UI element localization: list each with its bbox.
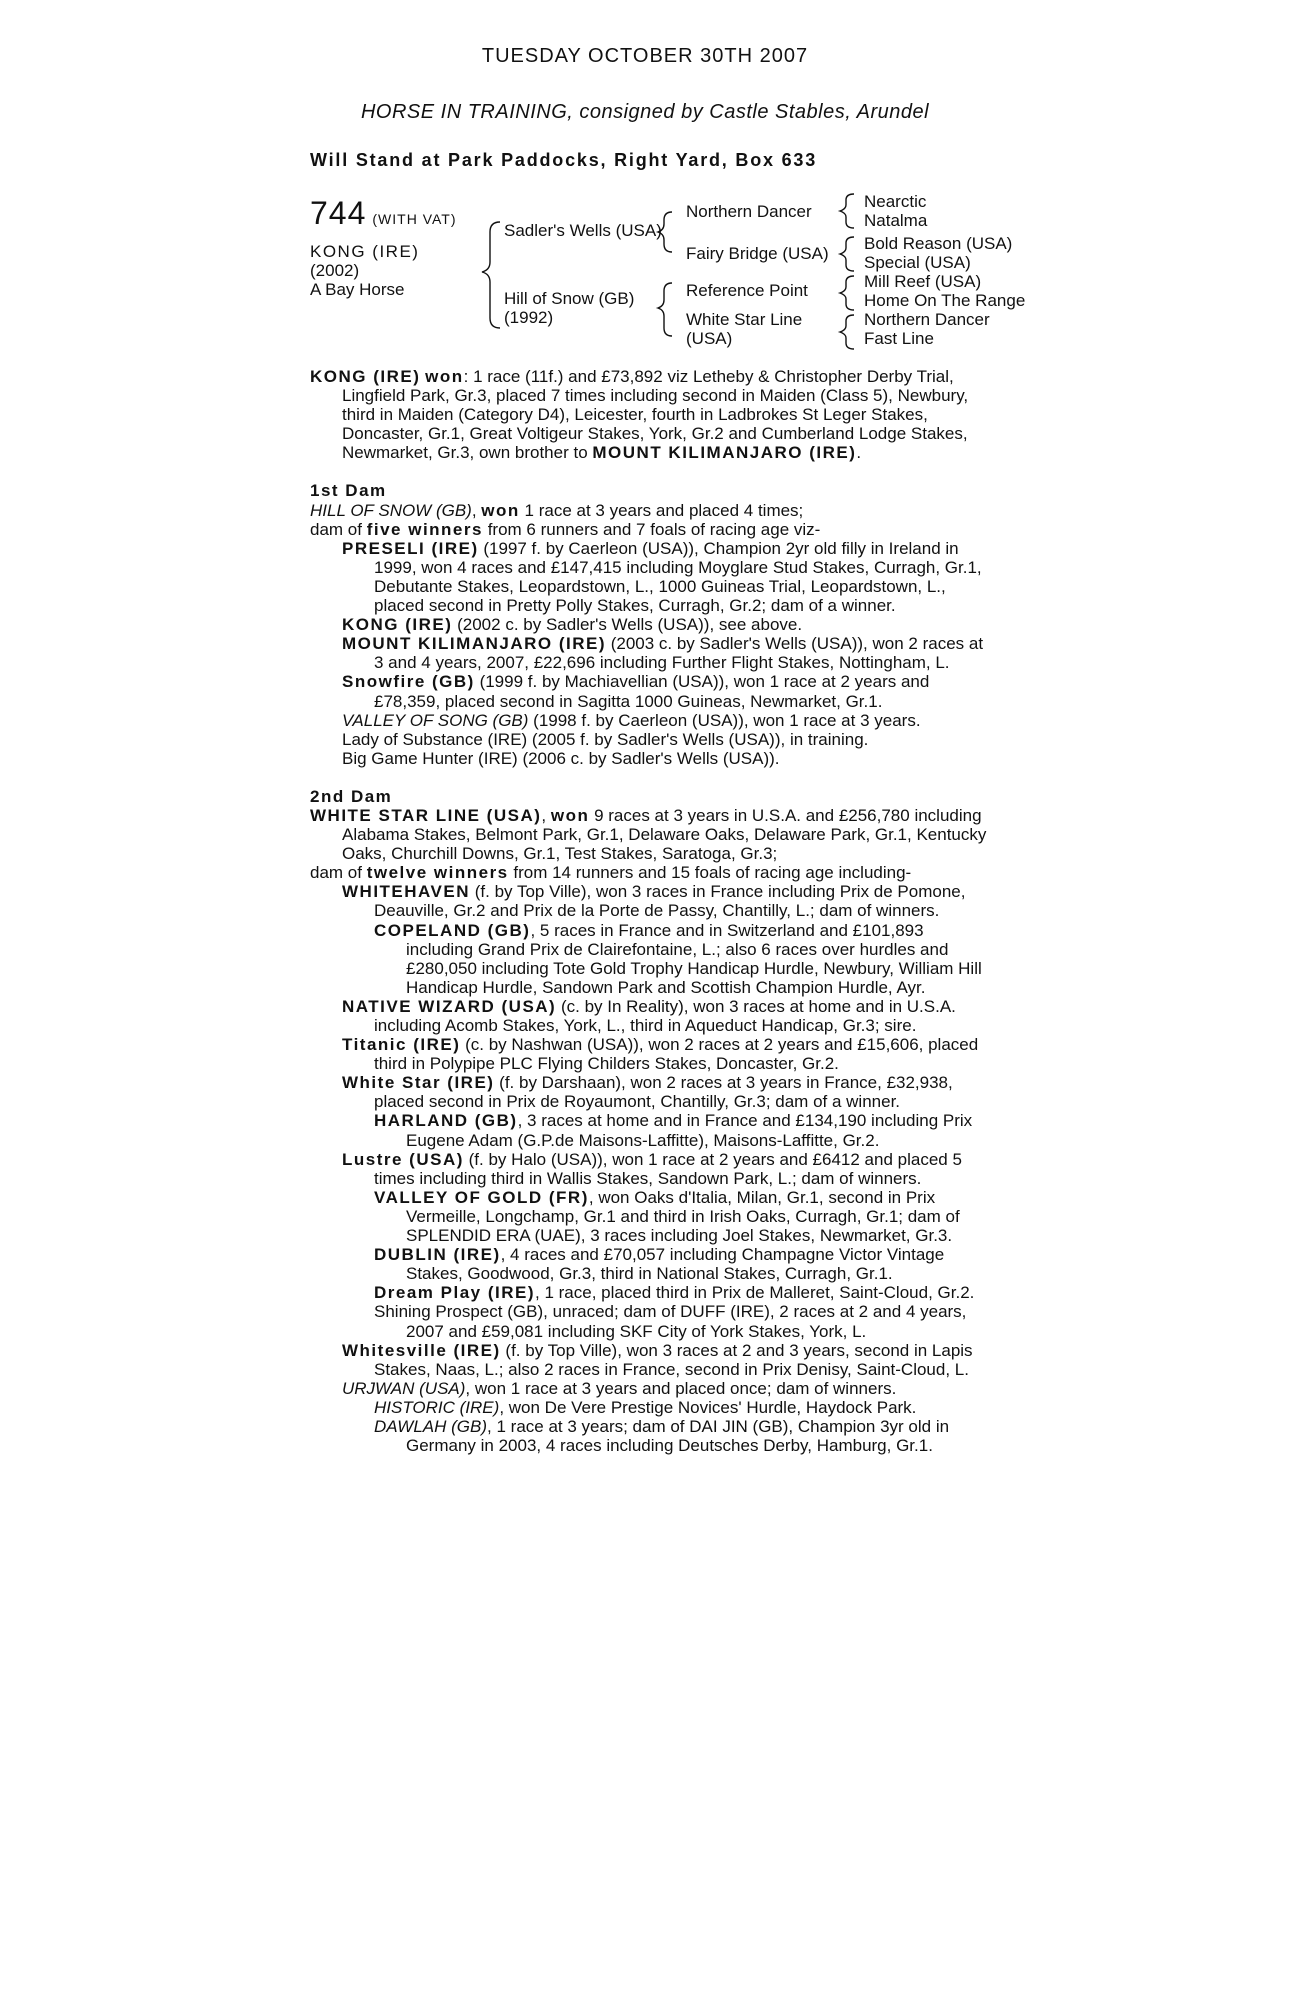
pedigree-ddd: Fast Line: [864, 329, 934, 348]
pedigree-sire-dam: Fairy Bridge (USA): [686, 244, 829, 263]
family-name: Whitesville (IRE): [342, 1340, 501, 1360]
family-entry: [310, 1283, 990, 1302]
family-text: , 3 races at home and in France and £134,190 including Prix Eugene Adam (G.P.de Maisons-Laffitte), Maisons-Laffitte, Gr.2.: [406, 1111, 973, 1150]
first-dam-produce-line: [310, 520, 990, 539]
racing-record: [310, 367, 990, 1455]
family-name: HARLAND (GB): [374, 1111, 518, 1131]
second-dam-summary: WHITE STAR LINE (USA), won 9 races at 3 years in U.S.A. and £256,780 including Alabama Stakes, Belmont Park, Gr.1, Delaware Oaks, Delaware Park, Gr.1, Kentucky Oaks, Churchill Downs, Gr.1, Test Stakes, Saratoga, Gr.3;: [310, 805, 987, 864]
pedigree-brackets: [0, 0, 1290, 360]
pedigree-dsd: Home On The Range: [864, 291, 1026, 310]
family-text: (c. by In Reality), won 3 races at home and in U.S.A. including Acomb Stakes, York, L., third in Aqueduct Handicap, Gr.3; sire.: [374, 996, 956, 1035]
progeny-text: Big Game Hunter (IRE) (2006 c. by Sadler's Wells (USA)).: [342, 748, 780, 768]
family-text: , won De Vere Prestige Novices' Hurdle, Haydock Park.: [499, 1397, 917, 1417]
consignment-line: HORSE IN TRAINING, consigned by Castle Stables, Arundel: [360, 101, 930, 123]
second-dam-winners: twelve winners: [366, 863, 509, 883]
pedigree-sds: Bold Reason (USA): [864, 234, 1013, 253]
horse-year: (2002): [310, 261, 360, 280]
family-entry: [310, 1379, 990, 1398]
progeny-name: PRESELI (IRE): [342, 538, 479, 558]
progeny-entry: [310, 749, 990, 768]
progeny-entry: [310, 672, 990, 710]
first-dam-winners: five winners: [366, 519, 483, 539]
second-dam-runners: from 14 runners and 15 foals of racing age including-: [508, 863, 912, 883]
second-dam-dam-of: dam of: [310, 863, 367, 883]
horse-record-paragraph: [310, 367, 990, 462]
family-entry: [310, 1111, 990, 1149]
family-name: DAWLAH (GB): [374, 1416, 488, 1436]
family-entry: [310, 1302, 990, 1340]
family-text: , 1 race, placed third in Prix de Malleret, Saint-Cloud, Gr.2.: [535, 1283, 975, 1303]
family-entry: [310, 1150, 990, 1188]
progeny-entry: [310, 711, 990, 730]
horse-description: A Bay Horse: [310, 280, 405, 299]
pedigree-sire: Sadler's Wells (USA): [504, 221, 662, 240]
family-name: Dream Play (IRE): [374, 1283, 535, 1303]
family-name: HISTORIC (IRE): [374, 1397, 500, 1417]
lot-number: 744: [310, 195, 367, 231]
second-dam-produce-line: [310, 863, 990, 882]
family-name: URJWAN (USA): [342, 1378, 466, 1398]
family-name: VALLEY OF GOLD (FR): [374, 1187, 589, 1207]
pedigree-dam-dam-country: (USA): [686, 329, 733, 348]
record-end: .: [856, 443, 862, 463]
family-entry: [310, 1245, 990, 1283]
first-dam-summary-text: 1 race at 3 years and placed 4 times;: [519, 500, 804, 520]
family-text: Shining Prospect (GB), unraced; dam of DUFF (IRE), 2 races at 2 and 4 years, 2007 and £59,081 including SKF City of York Stakes, York, L.: [374, 1302, 967, 1341]
family-name: COPELAND (GB): [374, 920, 531, 940]
progeny-text: (2002 c. by Sadler's Wells (USA)), see above.: [452, 615, 803, 635]
record-brother: MOUNT KILIMANJARO (IRE): [592, 443, 857, 463]
sale-date: TUESDAY OCTOBER 30TH 2007: [481, 45, 809, 67]
pedigree-dam-dam-name: White Star Line: [686, 310, 803, 329]
first-dam-dam-of: dam of: [310, 519, 367, 539]
family-text: , won 1 race at 3 years and placed once; dam of winners.: [465, 1378, 897, 1398]
family-text: (f. by Darshaan), won 2 races at 3 years in France, £32,938, placed second in Prix de Royaumont, Chantilly, Gr.3; dam of a winner.: [374, 1073, 953, 1112]
family-entry: [310, 997, 990, 1035]
family-text: , 5 races in France and in Switzerland and £101,893 including Grand Prix de Clairefontaine, L.; also 6 races over hurdles and £280,050 including Tote Gold Trophy Handicap Hurdle, Newbury, William Hill Handicap Hurdle, Sandown Park and Scottish Champion Hurdle, Ayr.: [406, 920, 982, 997]
progeny-name: KONG (IRE): [342, 615, 453, 635]
record-text: : 1 race (11f.) and £73,892 viz Letheby & Christopher Derby Trial, Lingfield Park, Gr.3, placed 7 times including second in Maiden (Class 5), Newbury, third in Maiden (Category D4), Leicester, fourth in Ladbrokes St Leger Stakes, Doncaster, Gr.1, Great Voltigeur Stakes, York, Gr.2 and Cumberland Lodge Stakes, Newmarket, Gr.3, own brother to: [342, 367, 969, 463]
pedigree-dss: Mill Reef (USA): [864, 272, 982, 291]
family-entry: [310, 921, 990, 997]
family-name: Titanic (IRE): [342, 1035, 461, 1055]
pedigree-ssd: Natalma: [864, 211, 928, 230]
pedigree-dds: Northern Dancer: [864, 310, 990, 329]
pedigree-sdd: Special (USA): [864, 253, 971, 272]
second-dam-won: won: [550, 805, 590, 825]
stand-location: Will Stand at Park Paddocks, Right Yard, Box 633: [310, 150, 818, 170]
family-entry: [310, 1035, 990, 1073]
family-name: DUBLIN (IRE): [374, 1245, 501, 1265]
family-text: (c. by Nashwan (USA)), won 2 races at 2 years and £15,606, placed third in Polypipe PLC Flying Childers Stakes, Doncaster, Gr.2.: [374, 1035, 979, 1074]
horse-name: KONG (IRE): [310, 242, 420, 261]
pedigree-dam-dam: [686, 310, 802, 348]
family-text: , 4 races and £70,057 including Champagne Victor Vintage Stakes, Goodwood, Gr.3, third in National Stakes, Curragh, Gr.1.: [406, 1245, 945, 1284]
family-text: (f. by Top Ville), won 3 races in France including Prix de Pomone, Deauville, Gr.2 and Prix de la Porte de Passy, Chantilly, L.; dam of winners.: [374, 882, 966, 921]
first-dam-name: HILL OF SNOW (GB): [310, 500, 472, 520]
family-name: White Star (IRE): [342, 1073, 495, 1093]
family-entry: [310, 882, 990, 920]
family-name: Lustre (USA): [342, 1149, 464, 1169]
second-dam-summary-text: 9 races at 3 years in U.S.A. and £256,780 including Alabama Stakes, Belmont Park, Gr.1, Delaware Oaks, Delaware Park, Gr.1, Kentucky Oaks, Churchill Downs, Gr.1, Test Stakes, Saratoga, Gr.3;: [342, 805, 987, 864]
pedigree-sire-sire: Northern Dancer: [686, 202, 812, 221]
progeny-text: (1999 f. by Machiavellian (USA)), won 1 race at 2 years and £78,359, placed second in Sagitta 1000 Guineas, Newmarket, Gr.1.: [374, 672, 930, 711]
family-name: WHITEHAVEN: [342, 882, 471, 902]
record-horse-name: KONG (IRE): [310, 367, 421, 386]
progeny-text: (1997 f. by Caerleon (USA)), Champion 2yr old filly in Ireland in 1999, won 4 races and £147,415 including Moyglare Stud Stakes, Curragh, Gr.1, Debutante Stakes, Leopardstown, L., 1000 Guineas Trial, Leopardstown, L., placed second in Pretty Polly Stakes, Curragh, Gr.2; dam of a winner.: [374, 538, 982, 616]
family-text: , won Oaks d'Italia, Milan, Gr.1, second in Prix Vermeille, Longchamp, Gr.1 and third in Irish Oaks, Curragh, Gr.1; dam of SPLENDID ERA (UAE), 3 races including Joel Stakes, Newmarket, Gr.3.: [406, 1187, 960, 1246]
pedigree-sss: Nearctic: [864, 192, 927, 211]
second-dam-heading: 2nd Dam: [310, 786, 393, 806]
progeny-entry: [310, 615, 990, 634]
progeny-text: Lady of Substance (IRE) (2005 f. by Sadler's Wells (USA)), in training.: [342, 729, 869, 749]
progeny-entry: [310, 730, 990, 749]
family-text: , 1 race at 3 years; dam of DAI JIN (GB), Champion 3yr old in Germany in 2003, 4 races including Deutsches Derby, Hamburg, Gr.1.: [406, 1416, 950, 1456]
second-dam-name: WHITE STAR LINE (USA): [310, 805, 542, 825]
family-entry: [310, 1188, 990, 1245]
family-entry: [310, 1398, 990, 1417]
first-dam-summary: HILL OF SNOW (GB), won 1 race at 3 years and placed 4 times;: [310, 500, 804, 520]
pedigree-dam: [504, 289, 634, 327]
progeny-entry: [310, 634, 990, 672]
progeny-text: (1998 f. by Caerleon (USA)), won 1 race at 3 years.: [528, 710, 921, 730]
family-entry: [310, 1341, 990, 1379]
pedigree-dam-sire: Reference Point: [686, 281, 808, 300]
progeny-name: Snowfire (GB): [342, 672, 475, 692]
progeny-entry: [310, 539, 990, 615]
first-dam-won: won: [481, 500, 520, 520]
progeny-name: VALLEY OF SONG (GB): [342, 710, 529, 730]
progeny-text: (2003 c. by Sadler's Wells (USA)), won 2 races at 3 and 4 years, 2007, £22,696 including Further Flight Stakes, Nottingham, L.: [374, 634, 984, 673]
progeny-name: MOUNT KILIMANJARO (IRE): [342, 634, 606, 654]
family-text: (f. by Top Ville), won 3 races at 2 and 3 years, second in Lapis Stakes, Naas, L.; also 2 races in France, second in Prix Denisy, Saint-Cloud, L.: [374, 1340, 973, 1379]
vat-label: (WITH VAT): [372, 211, 457, 227]
family-entry: [310, 1417, 990, 1455]
first-dam-runners: from 6 runners and 7 foals of racing age viz-: [482, 519, 821, 539]
first-dam-heading: 1st Dam: [310, 481, 387, 501]
family-entry: [310, 1073, 990, 1111]
pedigree-dam-name: Hill of Snow (GB): [504, 289, 635, 308]
family-name: NATIVE WIZARD (USA): [342, 996, 557, 1016]
record-won: won: [425, 367, 464, 386]
pedigree-dam-year: (1992): [504, 308, 554, 327]
family-text: (f. by Halo (USA)), won 1 race at 2 years and £6412 and placed 5 times including third in Wallis Stakes, Sandown Park, L.; dam of winners.: [374, 1149, 962, 1188]
